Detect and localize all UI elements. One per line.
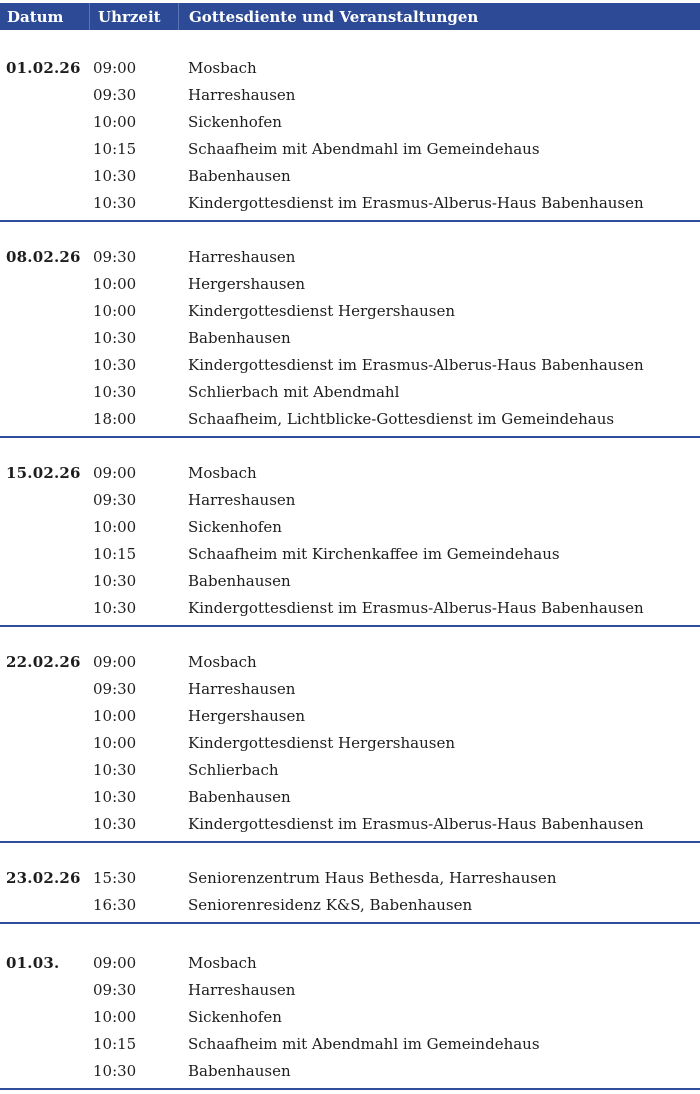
- schedule-row: [0, 811, 700, 838]
- event-cell: Babenhausen: [188, 1062, 291, 1080]
- time-cell: 10:00: [93, 707, 137, 725]
- date-cell: [6, 487, 93, 514]
- date-block: [0, 649, 700, 843]
- time-cell: 09:30: [93, 86, 137, 104]
- date-cell: [6, 163, 93, 190]
- event-cell: Kindergottesdienst im Erasmus-Alberus-Haus Babenhausen: [188, 815, 644, 833]
- event-cell: Harreshausen: [188, 86, 296, 104]
- event-cell: Sickenhofen: [188, 518, 282, 536]
- event-cell: Sickenhofen: [188, 113, 282, 131]
- schedule-row: [0, 977, 700, 1004]
- block-separator-line: [0, 220, 700, 222]
- schedule-row: [0, 55, 700, 82]
- time-cell: 10:30: [93, 815, 137, 833]
- table-header-bar: [0, 3, 700, 30]
- event-cell: Kindergottesdienst im Erasmus-Alberus-Haus Babenhausen: [188, 356, 644, 374]
- date-cell: [6, 977, 93, 1004]
- schedule-row: [0, 163, 700, 190]
- block-separator-line: [0, 1088, 700, 1090]
- schedule-row: [0, 595, 700, 622]
- schedule-row: [0, 784, 700, 811]
- date-cell: 23.02.26: [6, 869, 81, 887]
- time-cell: 10:30: [93, 572, 137, 590]
- header-gottesdienste-veranstaltungen: Gottesdiente und Veranstaltungen: [178, 3, 700, 30]
- date-block-rows: [0, 460, 700, 622]
- event-cell: Schaafheim mit Kirchenkaffee im Gemeindehaus: [188, 545, 560, 563]
- date-cell: [6, 271, 93, 298]
- schedule-row: [0, 82, 700, 109]
- date-block-rows: [0, 55, 700, 217]
- event-cell: Harreshausen: [188, 981, 296, 999]
- time-cell: 09:00: [93, 464, 137, 482]
- date-cell: [6, 730, 93, 757]
- event-cell: Sickenhofen: [188, 1008, 282, 1026]
- time-cell: 10:30: [93, 761, 137, 779]
- time-cell: 09:30: [93, 248, 137, 266]
- event-cell: Schaafheim, Lichtblicke-Gottesdienst im Gemeindehaus: [188, 410, 615, 428]
- date-cell: [6, 352, 93, 379]
- time-cell: 10:15: [93, 140, 137, 158]
- date-block-rows: [0, 865, 700, 919]
- date-cell: [6, 514, 93, 541]
- schedule-row: [0, 730, 700, 757]
- date-cell: [6, 82, 93, 109]
- header-uhrzeit: Uhrzeit: [89, 3, 178, 30]
- schedule-row: [0, 541, 700, 568]
- date-cell: [6, 379, 93, 406]
- time-cell: 09:30: [93, 680, 137, 698]
- time-cell: 09:00: [93, 653, 137, 671]
- date-cell: [6, 1004, 93, 1031]
- schedule-row: [0, 950, 700, 977]
- time-cell: 10:00: [93, 518, 137, 536]
- schedule-row: [0, 1031, 700, 1058]
- date-cell: [6, 406, 93, 433]
- schedule-row: [0, 136, 700, 163]
- schedule-row: [0, 514, 700, 541]
- date-cell: 15.02.26: [6, 464, 81, 482]
- event-cell: Mosbach: [188, 653, 257, 671]
- time-cell: 10:00: [93, 734, 137, 752]
- event-cell: Babenhausen: [188, 329, 291, 347]
- event-cell: Mosbach: [188, 59, 257, 77]
- event-cell: Schaafheim mit Abendmahl im Gemeindehaus: [188, 1035, 540, 1053]
- time-cell: 10:00: [93, 275, 137, 293]
- event-cell: Schlierbach: [188, 761, 279, 779]
- date-cell: 01.03.: [6, 954, 60, 972]
- date-cell: [6, 676, 93, 703]
- date-cell: [6, 136, 93, 163]
- time-cell: 10:00: [93, 1008, 137, 1026]
- date-cell: 01.02.26: [6, 59, 81, 77]
- date-cell: [6, 325, 93, 352]
- schedule-row: [0, 298, 700, 325]
- time-cell: 10:30: [93, 356, 137, 374]
- block-separator-line: [0, 841, 700, 843]
- schedule-row: [0, 271, 700, 298]
- schedule-row: [0, 703, 700, 730]
- time-cell: 16:30: [93, 896, 137, 914]
- date-block-rows: [0, 649, 700, 838]
- event-cell: Hergershausen: [188, 707, 305, 725]
- schedule-row: [0, 109, 700, 136]
- block-separator-line: [0, 625, 700, 627]
- date-block-rows: [0, 244, 700, 433]
- event-cell: Schaafheim mit Abendmahl im Gemeindehaus: [188, 140, 540, 158]
- schedule-row: [0, 190, 700, 217]
- event-cell: Mosbach: [188, 954, 257, 972]
- schedule-row: [0, 865, 700, 892]
- event-cell: Seniorenzentrum Haus Bethesda, Harreshausen: [188, 869, 557, 887]
- schedule-row: [0, 487, 700, 514]
- event-cell: Kindergottesdienst Hergershausen: [188, 734, 455, 752]
- date-cell: [6, 811, 93, 838]
- schedule-row: [0, 379, 700, 406]
- schedule-row: [0, 568, 700, 595]
- date-cell: [6, 784, 93, 811]
- time-cell: 10:30: [93, 1062, 137, 1080]
- time-cell: 18:00: [93, 410, 137, 428]
- event-cell: Babenhausen: [188, 572, 291, 590]
- date-cell: [6, 595, 93, 622]
- date-block: [0, 950, 700, 1090]
- block-separator-line: [0, 922, 700, 924]
- header-datum: Datum: [7, 7, 64, 26]
- schedule-row: [0, 1004, 700, 1031]
- event-cell: Kindergottesdienst im Erasmus-Alberus-Haus Babenhausen: [188, 599, 644, 617]
- date-block: [0, 865, 700, 924]
- date-cell: [6, 1058, 93, 1085]
- date-cell: [6, 541, 93, 568]
- event-cell: Hergershausen: [188, 275, 305, 293]
- date-cell: 08.02.26: [6, 248, 81, 266]
- event-cell: Mosbach: [188, 464, 257, 482]
- time-cell: 10:30: [93, 383, 137, 401]
- date-cell: [6, 1031, 93, 1058]
- time-cell: 10:00: [93, 113, 137, 131]
- date-cell: 22.02.26: [6, 653, 81, 671]
- schedule-row: [0, 649, 700, 676]
- date-block: [0, 55, 700, 222]
- schedule-page: [0, 3, 700, 1094]
- time-cell: 15:30: [93, 869, 137, 887]
- schedule-row: [0, 325, 700, 352]
- date-cell: [6, 109, 93, 136]
- date-cell: [6, 892, 93, 919]
- event-cell: Harreshausen: [188, 680, 296, 698]
- date-block: [0, 460, 700, 627]
- date-cell: [6, 298, 93, 325]
- date-cell: [6, 568, 93, 595]
- schedule-row: [0, 676, 700, 703]
- event-cell: Babenhausen: [188, 167, 291, 185]
- time-cell: 10:15: [93, 1035, 137, 1053]
- date-cell: [6, 190, 93, 217]
- date-cell: [6, 757, 93, 784]
- date-block: [0, 244, 700, 438]
- time-cell: 10:30: [93, 167, 137, 185]
- event-cell: Harreshausen: [188, 491, 296, 509]
- time-cell: 10:30: [93, 194, 137, 212]
- schedule-row: [0, 1058, 700, 1085]
- event-cell: Kindergottesdienst im Erasmus-Alberus-Haus Babenhausen: [188, 194, 644, 212]
- time-cell: 10:00: [93, 302, 137, 320]
- time-cell: 10:15: [93, 545, 137, 563]
- time-cell: 10:30: [93, 788, 137, 806]
- event-cell: Kindergottesdienst Hergershausen: [188, 302, 455, 320]
- event-cell: Babenhausen: [188, 788, 291, 806]
- date-block-rows: [0, 950, 700, 1085]
- time-cell: 09:00: [93, 954, 137, 972]
- schedule-body: [0, 55, 700, 1090]
- schedule-row: [0, 757, 700, 784]
- event-cell: Schlierbach mit Abendmahl: [188, 383, 400, 401]
- time-cell: 09:30: [93, 981, 137, 999]
- block-separator-line: [0, 436, 700, 438]
- event-cell: Harreshausen: [188, 248, 296, 266]
- time-cell: 09:00: [93, 59, 137, 77]
- event-cell: Seniorenresidenz K&S, Babenhausen: [188, 896, 473, 914]
- schedule-row: [0, 352, 700, 379]
- schedule-row: [0, 406, 700, 433]
- time-cell: 09:30: [93, 491, 137, 509]
- schedule-row: [0, 892, 700, 919]
- time-cell: 10:30: [93, 329, 137, 347]
- date-cell: [6, 703, 93, 730]
- schedule-row: [0, 460, 700, 487]
- schedule-row: [0, 244, 700, 271]
- time-cell: 10:30: [93, 599, 137, 617]
